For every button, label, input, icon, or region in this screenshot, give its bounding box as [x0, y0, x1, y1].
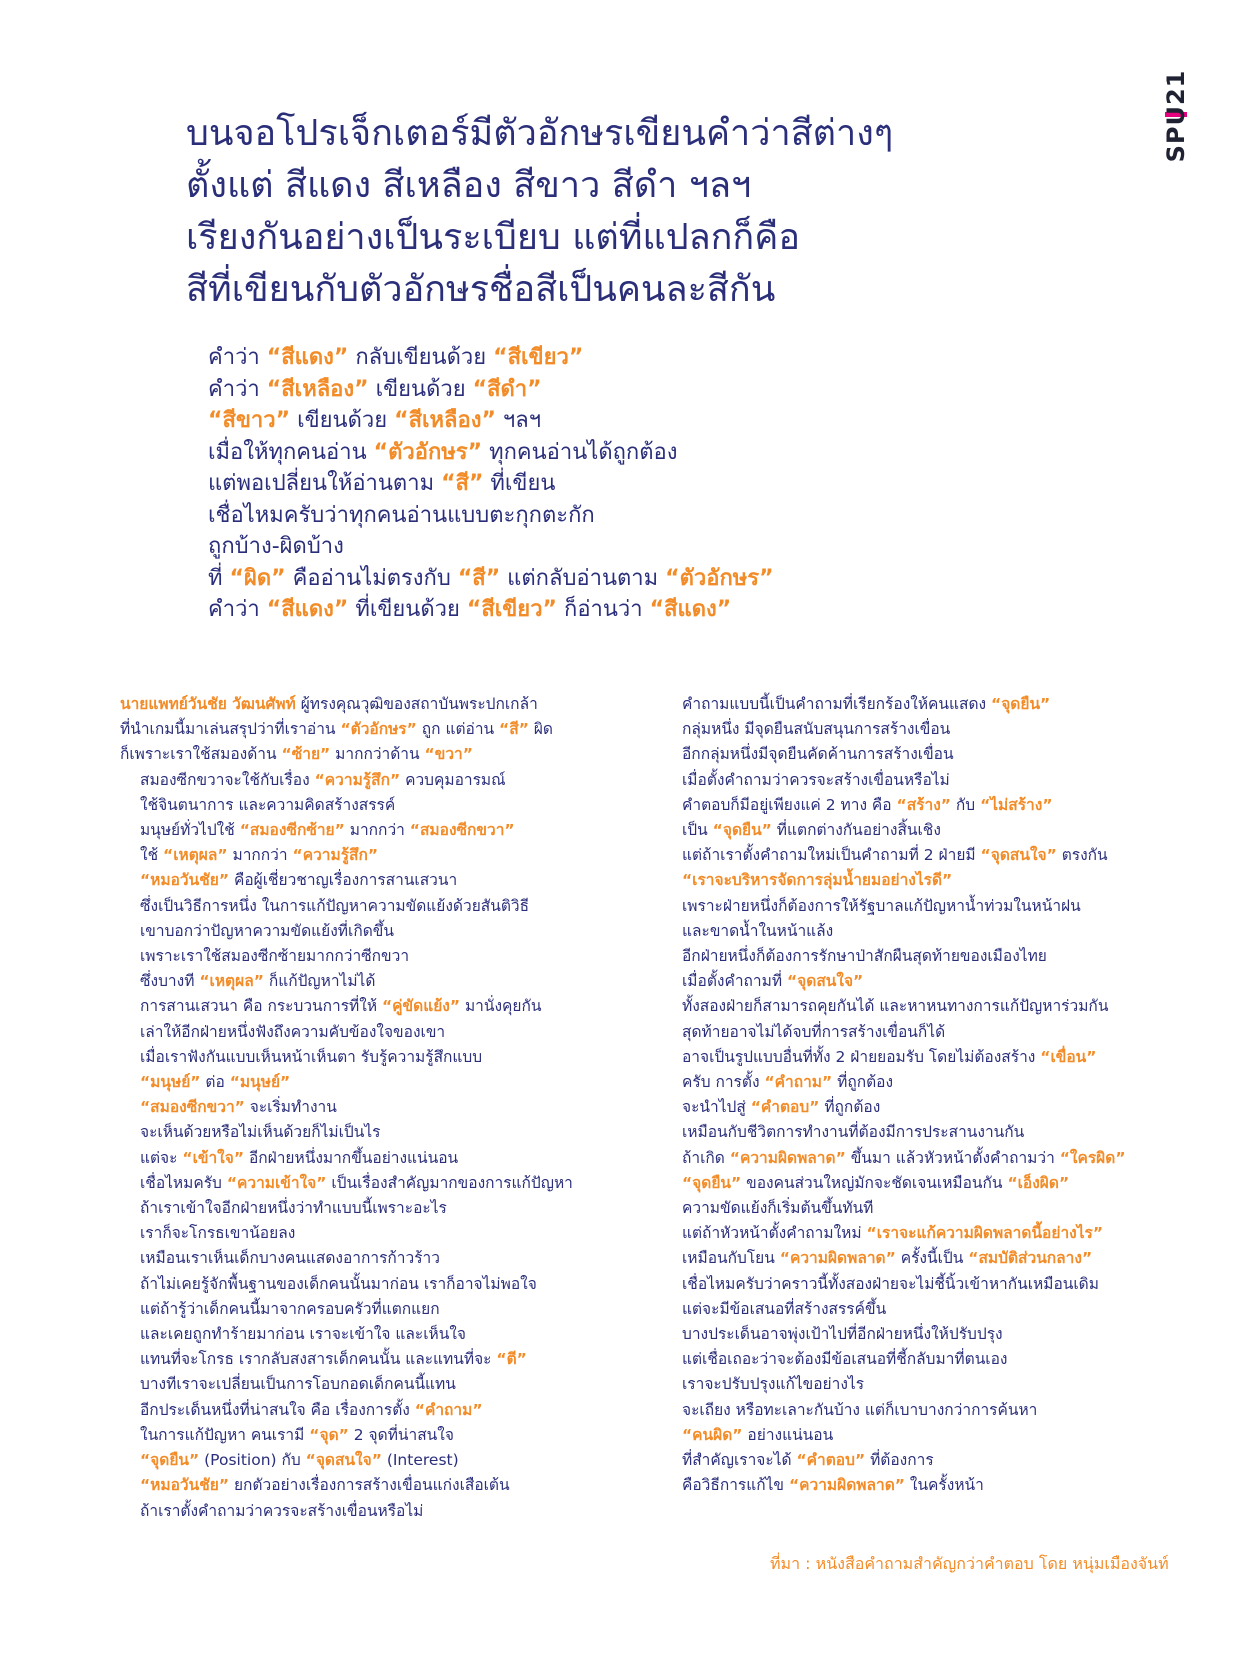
highlight-text: “ขวา” — [424, 745, 473, 764]
text-line — [120, 768, 620, 793]
highlight-text: “เขื่อน” — [1040, 1047, 1097, 1066]
text-line — [682, 1196, 1182, 1221]
body-text: ถูก แต่อ่าน — [416, 720, 500, 739]
body-text: ตรงกัน — [1056, 846, 1108, 865]
text-line — [120, 894, 620, 919]
text-line — [120, 944, 620, 969]
body-text: ใช้ — [140, 846, 164, 865]
body-text: เมื่อตั้งคำถามว่าควรจะสร้างเขื่อนหรือไม่ — [682, 770, 950, 789]
body-text: ที่ — [208, 565, 230, 591]
text-line — [682, 1095, 1182, 1120]
highlight-text: “สีเหลือง” — [266, 376, 369, 402]
body-text: และขาดน้ำในหน้าแล้ง — [682, 921, 834, 940]
highlight-text: “ตัวอักษร” — [373, 439, 483, 465]
highlight-text: “ความรู้สึก” — [292, 846, 379, 865]
text-line — [682, 1473, 1182, 1498]
highlight-text: “ความผิดพลาด” — [788, 1476, 905, 1495]
body-text: ขึ้นมา แล้วหัวหน้าตั้งคำถามว่า — [845, 1148, 1060, 1167]
body-text: กลุ่มหนึ่ง มีจุดยืนสนับสนุนการสร้างเขื่อน — [682, 720, 951, 739]
body-text: เชื่อไหมครับว่าทุกคนอ่านแบบตะกุกตะกัก — [208, 502, 595, 528]
body-text: ความขัดแย้งก็เริ่มต้นขึ้นทันที — [682, 1199, 874, 1218]
highlight-text: “สมองซีกซ้าย” — [239, 821, 345, 840]
body-text: เป็นเรื่องสำคัญมากของการแก้ปัญหา — [326, 1173, 573, 1192]
body-text: ทั้งสองฝ่ายก็สามารถคุยกันได้ และหาหนทางการแก้ปัญหาร่วมกัน — [682, 997, 1109, 1016]
body-text: ใช้จินตนาการ และความคิดสร้างสรรค์ — [140, 795, 396, 814]
body-text: มานั่งคุยกัน — [460, 997, 542, 1016]
text-line — [120, 1221, 620, 1246]
body-text: แต่กลับอ่านตาม — [500, 565, 666, 591]
body-text: คำว่า — [208, 345, 267, 370]
highlight-text: “จุดสนใจ” — [786, 972, 864, 991]
body-text: ทุกคนอ่านได้ถูกต้อง — [482, 439, 678, 465]
highlight-text: “เข้าใจ” — [182, 1148, 245, 1167]
text-line — [682, 1146, 1182, 1171]
body-text: แต่ถ้าหัวหน้าตั้งคำถามใหม่ — [682, 1224, 867, 1243]
highlight-text: “สีดำ” — [472, 376, 542, 402]
body-text: ฯลฯ — [495, 408, 542, 433]
text-line — [120, 1146, 620, 1171]
text-line — [208, 374, 1108, 406]
body-text: ซึ่งบางที — [140, 972, 200, 991]
left-column — [120, 692, 620, 1524]
text-line — [682, 1070, 1182, 1095]
text-line — [120, 1246, 620, 1271]
text-line — [120, 1196, 620, 1221]
text-line — [682, 868, 1182, 893]
text-line — [120, 868, 620, 893]
text-line — [682, 1347, 1182, 1372]
body-text: ต่อ — [200, 1073, 230, 1092]
highlight-text: “คำถาม” — [764, 1073, 833, 1092]
text-line — [208, 405, 1108, 437]
body-text: ที่สำคัญเราจะได้ — [682, 1451, 797, 1470]
spu21-logo — [1161, 68, 1191, 163]
highlight-text: “ตี” — [496, 1350, 527, 1369]
text-line — [120, 1272, 620, 1297]
body-text: กับ — [950, 795, 981, 814]
highlight-text: “สีแดง” — [266, 597, 349, 622]
text-line — [120, 843, 620, 868]
body-text: มากกว่าด้าน — [330, 745, 425, 764]
text-line — [682, 1372, 1182, 1397]
body-text: เหมือนกับชีวิตการทำงานที่ต้องมีการประสานงานกัน — [682, 1123, 1025, 1142]
body-text: จะเห็นด้วยหรือไม่เห็นด้วยก็ไม่เป็นไร — [140, 1123, 381, 1142]
text-line — [120, 1473, 620, 1498]
text-line — [682, 944, 1182, 969]
body-text: ในการแก้ปัญหา คนเรามี — [140, 1425, 310, 1444]
text-line — [120, 1347, 620, 1372]
text-line — [120, 1120, 620, 1145]
highlight-text: “ใครผิด” — [1059, 1148, 1126, 1167]
text-line — [682, 1246, 1182, 1271]
body-text: เมื่อตั้งคำถามที่ — [682, 972, 787, 991]
body-text: อีกฝ่ายหนึ่งมากขึ้นอย่างแน่นอน — [244, 1148, 459, 1167]
body-text: ของคนส่วนใหญ่มักจะชัดเจนเหมือนกัน — [741, 1173, 1008, 1192]
text-line — [682, 894, 1182, 919]
body-text: แต่ถ้าเราตั้งคำถามใหม่เป็นคำถามที่ 2 ฝ่ายมี — [682, 846, 981, 865]
body-text: คำว่า — [208, 376, 267, 402]
body-text: ถ้าเกิด — [682, 1148, 730, 1167]
text-line — [682, 1322, 1182, 1347]
source-credit: ที่มา : หนังสือคำถามสำคัญกว่าคำตอบ โดย หนุ่มเมืองจันท์ — [770, 1554, 1169, 1573]
highlight-text: “เอ็งผิด” — [1007, 1173, 1070, 1192]
body-text: แต่พอเปลี่ยนให้อ่านตาม — [208, 471, 442, 496]
text-line — [682, 1221, 1182, 1246]
text-line — [120, 793, 620, 818]
body-text: คือวิธีการแก้ไข — [682, 1476, 789, 1495]
text-line — [682, 919, 1182, 944]
highlight-text: “สมองซีกขวา” — [409, 821, 515, 840]
body-text: (Position) กับ — [199, 1451, 306, 1470]
highlight-text: “สมองซีกขวา” — [140, 1098, 245, 1117]
highlight-text: “สี” — [457, 565, 501, 591]
body-text: ก็แก้ปัญหาไม่ได้ — [263, 972, 376, 991]
body-text: คำตอบก็มีอยู่เพียงแค่ 2 ทาง คือ — [682, 795, 897, 814]
text-line — [120, 1095, 620, 1120]
text-line — [120, 1322, 620, 1347]
body-text: ถ้าเราตั้งคำถามว่าควรจะสร้างเขื่อนหรือไม่ — [140, 1501, 424, 1520]
text-line — [120, 1070, 620, 1095]
highlight-text: “คนผิด” — [682, 1425, 743, 1444]
headline-line: ตั้งแต่ สีแดง สีเหลือง สีขาว สีดำ ฯลฯ — [186, 165, 752, 206]
logo-text: SPU21 — [1162, 69, 1190, 162]
highlight-text: “เหตุผล” — [163, 846, 228, 865]
text-line — [120, 1297, 620, 1322]
text-line — [120, 692, 620, 717]
text-line — [682, 793, 1182, 818]
highlight-text: “สีเขียว” — [466, 597, 558, 622]
highlight-text: “คำถาม” — [414, 1400, 483, 1419]
body-text: บางประเด็นอาจพุ่งเป้าไปที่อีกฝ่ายหนึ่งให้ปรับปรุง — [682, 1325, 1003, 1344]
text-line — [208, 468, 1108, 500]
text-line — [682, 1423, 1182, 1448]
text-line — [682, 717, 1182, 742]
body-text: อีกกลุ่มหนึ่งมีจุดยืนคัดค้านการสร้างเขื่อน — [682, 745, 954, 764]
body-text: มากกว่า — [227, 846, 293, 865]
body-text: อาจเป็นรูปแบบอื่นที่ทั้ง 2 ฝ่ายยอมรับ โดยไม่ต้องสร้าง — [682, 1047, 1041, 1066]
body-text: ที่ถูกต้อง — [832, 1073, 894, 1092]
body-text: แต่จะมีข้อเสนอที่สร้างสรรค์ขึ้น — [682, 1299, 887, 1318]
text-line — [208, 437, 1108, 469]
body-text: ควบคุมอารมณ์ — [400, 770, 506, 789]
body-text: ที่เขียน — [483, 471, 556, 496]
highlight-text: “ผิด” — [229, 565, 286, 591]
highlight-text: “จุด” — [309, 1425, 349, 1444]
body-text: ซึ่งเป็นวิธีการหนึ่ง ในการแก้ปัญหาความขัดแย้งด้วยสันติวิธี — [140, 896, 530, 915]
body-text: แต่เชื่อเถอะว่าจะต้องมีข้อเสนอที่ชี้กลับมาที่ตนเอง — [682, 1350, 1008, 1369]
body-text: ที่เขียนด้วย — [348, 597, 467, 622]
body-text: ที่ถูกต้อง — [819, 1098, 881, 1117]
text-line — [682, 843, 1182, 868]
highlight-text: นายแพทย์วันชัย วัฒนศัพท์ — [120, 695, 296, 713]
body-text: บางทีเราจะเปลี่ยนเป็นการโอบกอดเด็กคนนี้แทน — [140, 1375, 456, 1394]
intro-paragraph — [208, 342, 1108, 626]
body-text: เมื่อให้ทุกคนอ่าน — [208, 439, 374, 465]
body-text: มากกว่า — [344, 821, 410, 840]
body-text: เล่าให้อีกฝ่ายหนึ่งฟังถึงความคับข้องใจของเขา — [140, 1022, 446, 1041]
body-text: คำว่า — [208, 597, 267, 622]
body-text: ครั้งนี้เป็น — [895, 1249, 969, 1268]
text-line — [208, 594, 1108, 626]
body-text: แต่จะ — [140, 1148, 183, 1167]
body-text: สมองซีกขวาจะใช้กับเรื่อง — [140, 770, 315, 789]
highlight-text: “สมบัติส่วนกลาง” — [968, 1249, 1093, 1268]
body-text: แต่ถ้ารู้ว่าเด็กคนนี้มาจากครอบครัวที่แตกแยก — [140, 1299, 440, 1318]
headline-line: เรียงกันอย่างเป็นระเบียบ แต่ที่แปลกก็คือ — [186, 217, 800, 258]
highlight-text: “จุดสนใจ” — [980, 846, 1057, 865]
text-line — [120, 717, 620, 742]
text-line — [120, 1423, 620, 1448]
highlight-text: “จุดยืน” — [712, 821, 772, 840]
highlight-text: “สีเหลือง” — [394, 408, 496, 433]
body-text: 2 จุดที่น่าสนใจ — [348, 1425, 454, 1444]
highlight-text: “ความผิดพลาด” — [779, 1249, 896, 1268]
body-text: ก็เพราะเราใช้สมองด้าน — [120, 745, 282, 764]
body-text: เป็น — [682, 821, 713, 840]
body-text: การสานเสวนา คือ กระบวนการที่ให้ — [140, 997, 382, 1016]
highlight-text: “เหตุผล” — [199, 972, 264, 991]
headline-line: สีที่เขียนกับตัวอักษรชื่อสีเป็นคนละสีกัน — [186, 269, 776, 310]
body-text: สุดท้ายอาจไม่ได้จบที่การสร้างเขื่อนก็ได้ — [682, 1022, 946, 1041]
highlight-text: “จุดยืน” — [991, 695, 1051, 713]
text-line — [120, 818, 620, 843]
highlight-text: “หมอวันชัย” — [140, 871, 230, 890]
text-line — [208, 342, 1108, 374]
body-text: เหมือนเราเห็นเด็กบางคนแสดงอาการก้าวร้าว — [140, 1249, 440, 1268]
text-line — [120, 1171, 620, 1196]
highlight-text: “สี” — [441, 471, 484, 496]
highlight-text: “จุดสนใจ” — [305, 1451, 382, 1470]
body-text: คืออ่านไม่ตรงกับ — [285, 565, 458, 591]
text-line — [120, 1045, 620, 1070]
text-line — [120, 1020, 620, 1045]
highlight-text: “เราจะแก้ความผิดพลาดนี้อย่างไร” — [866, 1224, 1104, 1243]
highlight-text: “จุดยืน” — [682, 1173, 742, 1192]
highlight-text: “คำตอบ” — [796, 1451, 866, 1470]
body-text: ถ้าไม่เคยรู้จักพื้นฐานของเด็กคนนั้นมาก่อน เราก็อาจไม่พอใจ — [140, 1274, 537, 1293]
text-line — [682, 1448, 1182, 1473]
body-text: กลับเขียนด้วย — [348, 345, 494, 370]
text-line — [208, 563, 1108, 595]
highlight-text: “มนุษย์” — [140, 1073, 201, 1092]
text-line — [208, 500, 1108, 532]
highlight-text: “ซ้าย” — [281, 745, 331, 764]
body-text: จะเริ่มทำงาน — [244, 1098, 337, 1117]
highlight-text: “ตัวอักษร” — [340, 720, 417, 739]
body-text: และเคยถูกทำร้ายมาก่อน เราจะเข้าใจ และเห็นใจ — [140, 1325, 466, 1344]
body-text: (Interest) — [381, 1451, 459, 1470]
text-line — [682, 1120, 1182, 1145]
highlight-text: “มนุษย์” — [229, 1073, 291, 1092]
highlight-text: “เราจะบริหารจัดการลุ่มน้ำยมอย่างไรดี” — [682, 871, 953, 890]
text-line — [682, 1020, 1182, 1045]
body-text: คือผู้เชี่ยวชาญเรื่องการสานเสวนา — [229, 871, 458, 890]
body-text: เชื่อไหมครับ — [140, 1173, 227, 1192]
text-line — [682, 1171, 1182, 1196]
body-text: อย่างแน่นอน — [742, 1425, 834, 1444]
body-text: คำถามแบบนี้เป็นคำถามที่เรียกร้องให้คนแสดง — [682, 695, 992, 713]
text-line — [120, 1372, 620, 1397]
text-line — [682, 768, 1182, 793]
text-line — [120, 1398, 620, 1423]
highlight-text: “ความเข้าใจ” — [226, 1173, 327, 1192]
text-line — [682, 692, 1182, 717]
highlight-text: “ความรู้สึก” — [314, 770, 401, 789]
highlight-text: “คำตอบ” — [750, 1098, 820, 1117]
text-line — [120, 919, 620, 944]
body-text: เขียนด้วย — [290, 408, 395, 433]
text-line — [682, 742, 1182, 767]
highlight-text: “คู่ขัดแย้ง” — [381, 997, 461, 1016]
body-text: ครับ การตั้ง — [682, 1073, 765, 1092]
text-line — [208, 531, 1108, 563]
headline-line: บนจอโปรเจ็กเตอร์มีตัวอักษรเขียนคำว่าสีต่างๆ — [186, 113, 894, 154]
body-text: แทนที่จะโกรธ เรากลับสงสารเด็กคนนั้น และแทนที่จะ — [140, 1350, 497, 1369]
body-text: ที่แตกต่างกันอย่างสิ้นเชิง — [771, 821, 941, 840]
body-text: อีกฝ่ายหนึ่งก็ต้องการรักษาป่าสักผืนสุดท้ายของเมืองไทย — [682, 947, 1047, 966]
text-line — [120, 1448, 620, 1473]
body-text: เขียนด้วย — [368, 376, 473, 402]
body-text: จะเถียง หรือทะเลาะกันบ้าง แต่ก็เบาบางกว่าการค้นหา — [682, 1400, 1038, 1419]
body-text: เพราะฝ่ายหนึ่งก็ต้องการให้รัฐบาลแก้ปัญหาน้ำท่วมในหน้าฝน — [682, 896, 1081, 915]
body-text: ผิด — [528, 720, 553, 739]
highlight-text: “ความผิดพลาด” — [729, 1148, 846, 1167]
body-text: ที่นำเกมนี้มาเล่นสรุปว่าที่เราอ่าน — [120, 720, 341, 739]
body-text: เชื่อไหมครับว่าคราวนี้ทั้งสองฝ่ายจะไม่ชี้นิ้วเข้าหากันเหมือนเดิม — [682, 1274, 1099, 1293]
text-line — [682, 1398, 1182, 1423]
body-text: เมื่อเราฟังกันแบบเห็นหน้าเห็นตา รับรู้ความรู้สึกแบบ — [140, 1047, 483, 1066]
headline — [186, 108, 1046, 316]
highlight-text: “สีขาว” — [208, 408, 291, 433]
body-text: จะนำไปสู่ — [682, 1098, 751, 1117]
highlight-text: “สร้าง” — [896, 795, 951, 814]
body-text: ผู้ทรงคุณวุฒิของสถาบันพระปกเกล้า — [295, 695, 538, 713]
highlight-text: “จุดยืน” — [140, 1451, 200, 1470]
highlight-text: “สีเขียว” — [493, 345, 584, 370]
body-text: มนุษย์ทั่วไปใช้ — [140, 821, 240, 840]
body-text: อีกประเด็นหนึ่งที่น่าสนใจ คือ เรื่องการตั้ง — [140, 1400, 415, 1419]
highlight-text: “สี” — [499, 720, 529, 739]
body-text: ถ้าเราเข้าใจอีกฝ่ายหนึ่งว่าทำแบบนี้เพราะอะไร — [140, 1199, 447, 1218]
text-line — [682, 969, 1182, 994]
text-line — [682, 1045, 1182, 1070]
right-column — [682, 692, 1182, 1499]
body-text: ก็อ่านว่า — [557, 597, 650, 622]
body-text: ยกตัวอย่างเรื่องการสร้างเขื่อนแก่งเสือเต้น — [229, 1476, 510, 1495]
highlight-text: “สีแดง” — [266, 345, 349, 370]
text-line — [120, 742, 620, 767]
body-text: เราก็จะโกรธเขาน้อยลง — [140, 1224, 296, 1243]
highlight-text: “ไม่สร้าง” — [980, 795, 1053, 814]
highlight-text: “หมอวันชัย” — [140, 1476, 230, 1495]
text-line — [120, 994, 620, 1019]
body-text: เขาบอกว่าปัญหาความขัดแย้งที่เกิดขึ้น — [140, 921, 394, 940]
body-text: ที่ต้องการ — [865, 1451, 934, 1470]
highlight-text: “สีแดง” — [649, 597, 732, 622]
text-line — [682, 818, 1182, 843]
body-text: ถูกบ้าง-ผิดบ้าง — [208, 534, 344, 559]
text-line — [682, 1297, 1182, 1322]
body-text: เหมือนกับโยน — [682, 1249, 780, 1268]
text-line — [682, 1272, 1182, 1297]
body-text: ในครั้งหน้า — [904, 1476, 984, 1495]
highlight-text: “ตัวอักษร” — [665, 565, 774, 591]
body-text: เราจะปรับปรุงแก้ไขอย่างไร — [682, 1375, 865, 1394]
text-line — [682, 994, 1182, 1019]
text-line — [120, 969, 620, 994]
text-line — [120, 1499, 620, 1524]
body-text: เพราะเราใช้สมองซีกซ้ายมากกว่าซีกขวา — [140, 947, 410, 966]
